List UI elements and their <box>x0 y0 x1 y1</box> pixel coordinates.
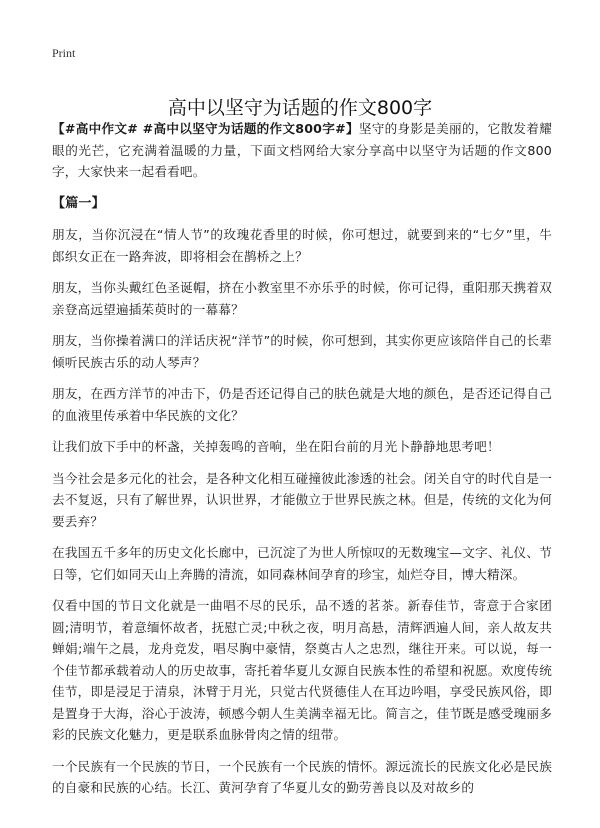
document-body <box>52 118 552 809</box>
body-paragraph: 朋友，在西方洋节的冲击下，仍是否还记得自己的肤色就是大地的颜色，是否还记得自己的血液里传承着中华民族的文化？ <box>52 386 552 423</box>
document-title: 高中以坚守为话题的作文800字 <box>167 96 433 119</box>
body-paragraph: 朋友，当你操着满口的洋话庆祝“洋节”的时候，你可想到，其实你更应该陪伴自己的长辈倾听民族古乐的动人琴声？ <box>52 333 552 370</box>
body-paragraph: 仅看中国的节日文化就是一曲唱不尽的民乐，品不透的茗茶。新春佳节，寄意于合家团圆;清明节，着意缅怀故者，抚慰亡灵;中秋之夜，明月高悬，清辉洒遍人间，亲人故友共蝉娟;端午之晨，龙舟竞发，唱尽胸中豪情，祭奠古人之忠烈，继往开来。可以说，每一个佳节都承载着动人的历史故事，寄托着华夏儿女源自民族本性的希望和祝愿。欢度传统佳节，即是浸足于清泉，沐臂于月光，只觉古代贤德佳人在耳边吟唱，享受民族风俗，即是置身于大海，浴心于波涛，顿感今朝人生美满幸福无比。简言之，佳节既是感受瑰丽多彩的民族文化魅力，更是联系血脉骨肉之情的纽带。 <box>52 598 552 742</box>
intro-tag: 【#高中作文# #高中以坚守为话题的作文800字#】 <box>52 121 359 136</box>
section-heading: 【篇一】 <box>52 195 105 211</box>
intro-text: 坚守的身影是美丽的，它散发着耀眼的光芒，它充满着温暖的力量，下面文档网给大家分享高中以坚守为话题的作文800字，大家快来一起看看吧。 <box>52 121 552 179</box>
body-paragraph: 朋友，当你头戴红色圣诞帽，挤在小教室里不亦乐乎的时候，你可记得，重阳那天携着双亲登高远望遍插茱萸时的一幕幕？ <box>52 280 552 317</box>
body-paragraph: 当今社会是多元化的社会，是各种文化相互碰撞彼此渗透的社会。闭关自守的时代自是一去不复返，只有了解世界，认识世界，才能傲立于世界民族之林。但是，传统的文化为何要丢弃？ <box>52 470 552 529</box>
body-paragraph: 朋友，当你沉浸在“情人节”的玫瑰花香里的时候，你可想过，就要到来的“七夕”里，牛郎织女正在一路奔波，即将相会在鹊桥之上？ <box>52 227 552 264</box>
print-label: Print <box>52 46 76 60</box>
body-paragraph: 在我国五千多年的历史文化长廊中，已沉淀了为世人所惊叹的无数瑰宝—文字、礼仪、节日等，它们如同天山上奔腾的清流，如同森林间孕育的珍宝，灿烂夺目，博大精深。 <box>52 545 552 582</box>
body-paragraph: 一个民族有一个民族的节日，一个民族有一个民族的情怀。源远流长的民族文化必是民族的自豪和民族的心结。长江、黄河孕育了华夏儿女的勤劳善良以及对故乡的 <box>52 758 552 795</box>
intro-paragraph <box>52 118 552 183</box>
body-paragraph: 让我们放下手中的杯盏，关掉轰鸣的音响，坐在阳台前的月光卜静静地思考吧！ <box>52 439 500 454</box>
